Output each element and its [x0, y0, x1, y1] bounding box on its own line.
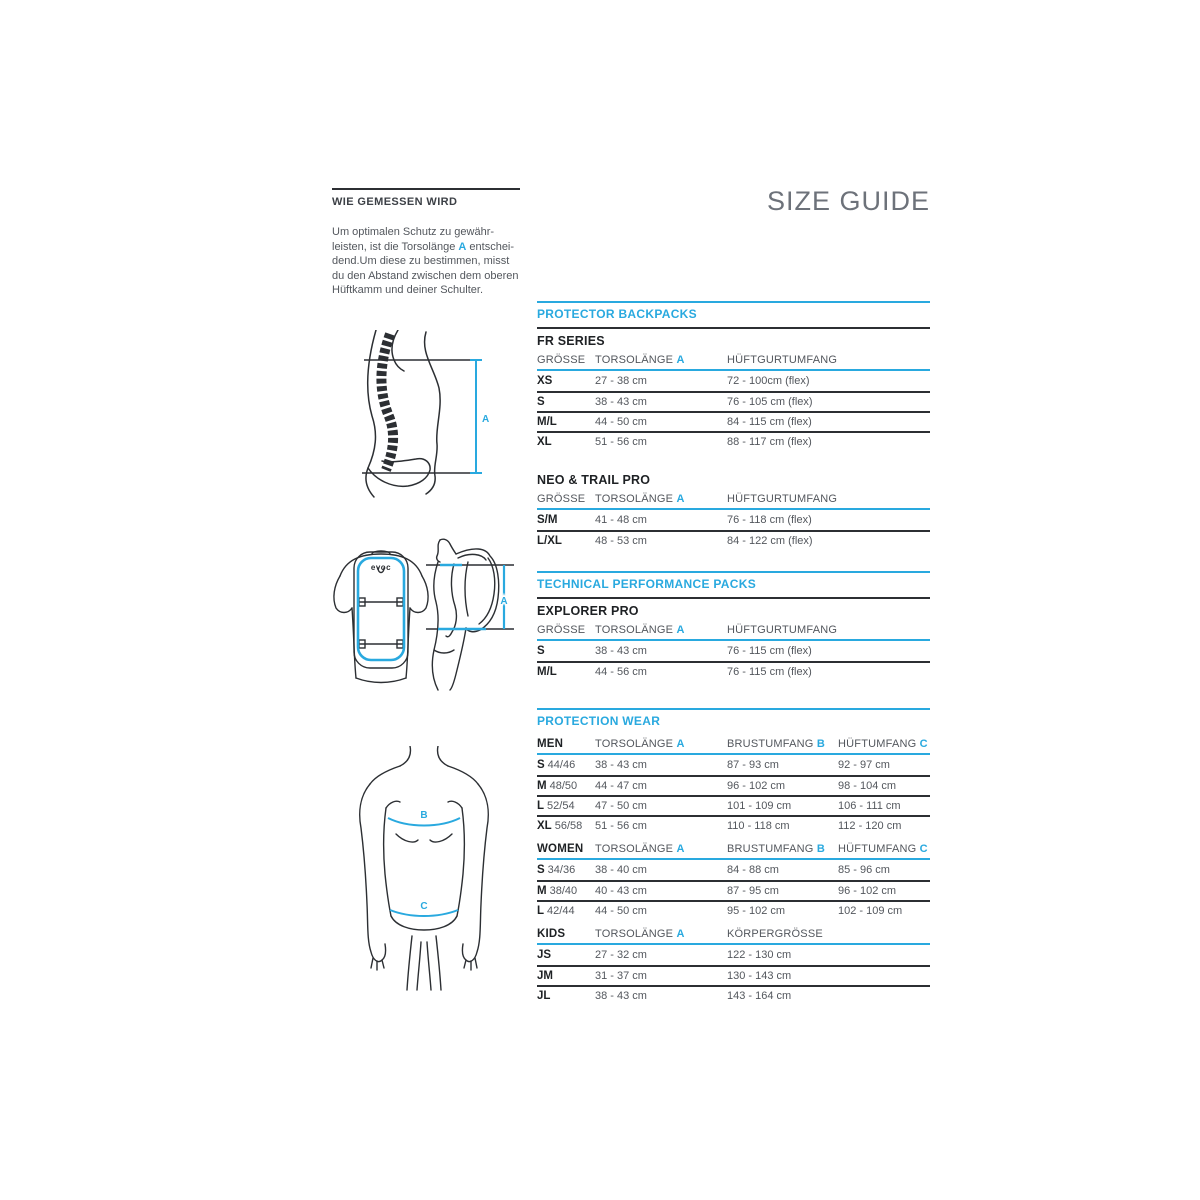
measure-text	[332, 225, 520, 298]
size-number: 42/44	[547, 905, 575, 917]
cell-size: XL	[537, 436, 552, 448]
table-title-fr-series: FR SERIES	[537, 334, 605, 348]
col-header-chest	[727, 738, 838, 750]
text-line: dend.Um diese zu bestimmen, misst	[332, 255, 510, 267]
col-header-text: TORSOLÄNGE	[595, 354, 674, 366]
cell-size: M/L	[537, 416, 557, 428]
cell-size: M/L	[537, 666, 557, 678]
mark-a: A	[676, 493, 685, 505]
size-letter: XL	[537, 820, 552, 832]
cell-torso: 27 - 38 cm	[595, 375, 647, 387]
cell-torso: 47 - 50 cm	[595, 800, 647, 812]
cell-size: JL	[537, 990, 551, 1002]
cell-size: JS	[537, 949, 552, 961]
table-row	[537, 880, 930, 900]
size-number: 56/58	[554, 820, 583, 832]
col-header-torso	[595, 354, 727, 366]
cell-size: XS	[537, 375, 553, 387]
spine-icon	[381, 334, 393, 470]
spine-torso-measure-illustration	[340, 330, 500, 500]
section-protection-wear	[537, 708, 930, 1005]
cell-torso: 48 - 53 cm	[595, 535, 647, 547]
mark-a: A	[676, 624, 685, 636]
table-row	[537, 945, 930, 965]
section-heading: PROTECTOR BACKPACKS	[537, 301, 930, 321]
section-heading: PROTECTION WEAR	[537, 708, 930, 728]
cell-size	[537, 800, 595, 812]
cell-torso: 38 - 43 cm	[595, 990, 647, 1002]
section-protector-backpacks	[537, 301, 930, 550]
cell-chest: 101 - 109 cm	[727, 800, 792, 812]
col-header-text: TORSOLÄNGE	[595, 493, 674, 505]
table-header-row	[537, 354, 930, 371]
col-header-text: BRUSTUMFANG	[727, 843, 814, 855]
torso-length-dimension	[470, 360, 482, 473]
col-header-torso	[595, 624, 727, 636]
section-heading: TECHNICAL PERFORMANCE PACKS	[537, 571, 930, 591]
table-row	[537, 900, 930, 920]
table-row	[537, 641, 930, 661]
cell-hip: 106 - 111 cm	[838, 800, 901, 812]
cell-torso: 40 - 43 cm	[595, 885, 647, 897]
cell-hip: 76 - 118 cm (flex)	[727, 514, 812, 526]
cell-torso: 51 - 56 cm	[595, 436, 647, 448]
cell-torso: 44 - 56 cm	[595, 666, 647, 678]
col-header-text: TORSOLÄNGE	[595, 624, 674, 636]
table-row	[537, 431, 930, 451]
cell-size	[537, 864, 595, 876]
table-header-row-women	[537, 843, 930, 860]
table-header-row-kids	[537, 928, 930, 945]
cell-chest: 110 - 118 cm	[727, 820, 790, 832]
cell-hip: 85 - 96 cm	[838, 864, 890, 876]
table-row	[537, 775, 930, 795]
cell-size	[537, 885, 595, 897]
col-header-women: WOMEN	[537, 843, 584, 855]
size-number: 48/50	[549, 780, 578, 792]
cell-size: S/M	[537, 514, 558, 526]
measure-mark-a: A	[458, 240, 467, 253]
spine-figure-label-a: A	[482, 414, 490, 425]
backpack-back-view-illustration	[330, 546, 432, 686]
cell-height: 143 - 164 cm	[727, 990, 792, 1002]
torso-front-measure-illustration	[356, 746, 492, 992]
cell-chest: 95 - 102 cm	[727, 905, 786, 917]
cell-hip: 98 - 104 cm	[838, 780, 897, 792]
table-row	[537, 510, 930, 530]
size-number: 34/36	[547, 864, 576, 876]
cell-hip: 92 - 97 cm	[838, 759, 890, 771]
cell-size	[537, 820, 595, 832]
section-technical-performance-packs	[537, 571, 930, 681]
cell-torso: 41 - 48 cm	[595, 514, 647, 526]
page-title: SIZE GUIDE	[766, 186, 930, 216]
table-header-row-men	[537, 738, 930, 755]
cell-size	[537, 759, 595, 771]
table-row	[537, 530, 930, 550]
cell-chest: 87 - 93 cm	[727, 759, 779, 771]
table-header-row	[537, 493, 930, 510]
col-header-torso	[595, 928, 727, 940]
table-title-explorer-pro: EXPLORER PRO	[537, 604, 639, 618]
mark-a: A	[676, 843, 685, 855]
mark-c: C	[919, 843, 928, 855]
text-line: entschei-	[469, 240, 515, 253]
mark-b: B	[816, 843, 825, 855]
cell-chest: 84 - 88 cm	[727, 864, 779, 876]
cell-hip: 112 - 120 cm	[838, 820, 902, 832]
cell-hip: 96 - 102 cm	[838, 885, 897, 897]
col-header-kids: KIDS	[537, 928, 566, 940]
table-header-row	[537, 624, 930, 641]
divider	[537, 597, 930, 599]
size-letter: S	[537, 759, 545, 771]
cell-hip: 76 - 115 cm (flex)	[727, 645, 812, 657]
col-header-text: TORSOLÄNGE	[595, 928, 674, 940]
table-row	[537, 860, 930, 880]
cell-size: JM	[537, 970, 553, 982]
size-letter: S	[537, 864, 545, 876]
col-header-chest	[727, 843, 838, 855]
cell-torso: 44 - 47 cm	[595, 780, 647, 792]
table-row	[537, 965, 930, 985]
mark-a: A	[676, 354, 685, 366]
cell-torso: 38 - 43 cm	[595, 645, 647, 657]
col-header-text: TORSOLÄNGE	[595, 843, 674, 855]
cell-hip: 102 - 109 cm	[838, 905, 903, 917]
table-title-neo-trail-pro: NEO & TRAIL PRO	[537, 473, 651, 487]
measure-heading: WIE GEMESSEN WIRD	[332, 196, 458, 208]
size-letter: M	[537, 780, 547, 792]
cell-size: L/XL	[537, 535, 562, 547]
cell-torso: 38 - 40 cm	[595, 864, 647, 876]
col-header-size: GRÖSSE	[537, 354, 586, 366]
size-letter: M	[537, 885, 547, 897]
cell-size	[537, 905, 595, 917]
col-header-hip	[838, 843, 930, 855]
table-row	[537, 985, 930, 1005]
cell-torso: 44 - 50 cm	[595, 416, 647, 428]
col-header-text: HÜFTUMFANG	[838, 843, 917, 855]
col-header-size: GRÖSSE	[537, 493, 586, 505]
backpack-figure-label-a: A	[500, 596, 508, 607]
table-row	[537, 661, 930, 681]
table-row	[537, 411, 930, 431]
torso-figure-label-b: B	[420, 810, 428, 821]
col-header-height: KÖRPERGRÖSSE	[727, 928, 823, 940]
col-header-hip: HÜFTGURTUMFANG	[727, 624, 838, 636]
cell-height: 130 - 143 cm	[727, 970, 792, 982]
cell-chest: 87 - 95 cm	[727, 885, 779, 897]
divider	[332, 188, 520, 190]
cell-torso: 27 - 32 cm	[595, 949, 647, 961]
backpack-side-view-illustration	[424, 538, 516, 692]
cell-height: 122 - 130 cm	[727, 949, 792, 961]
cell-chest: 96 - 102 cm	[727, 780, 786, 792]
table-row	[537, 795, 930, 815]
cell-torso: 44 - 50 cm	[595, 905, 647, 917]
table-row	[537, 371, 930, 391]
measure-instructions	[332, 188, 520, 298]
size-letter: L	[537, 800, 545, 812]
text-line: leisten, ist die Torsolänge	[332, 240, 456, 253]
cell-hip: 76 - 115 cm (flex)	[727, 666, 812, 678]
col-header-text: TORSOLÄNGE	[595, 738, 674, 750]
cell-size	[537, 780, 595, 792]
cell-hip: 84 - 122 cm (flex)	[727, 535, 813, 547]
size-number: 38/40	[549, 885, 578, 897]
cell-torso: 31 - 37 cm	[595, 970, 647, 982]
mark-a: A	[676, 738, 685, 750]
torso-figure-label-c: C	[420, 901, 428, 912]
col-header-hip	[838, 738, 930, 750]
col-header-hip: HÜFTGURTUMFANG	[727, 354, 838, 366]
cell-size: S	[537, 396, 545, 408]
mark-a: A	[676, 928, 685, 940]
col-header-text: HÜFTUMFANG	[838, 738, 917, 750]
col-header-hip: HÜFTGURTUMFANG	[727, 493, 838, 505]
cell-hip: 84 - 115 cm (flex)	[727, 416, 812, 428]
cell-torso: 51 - 56 cm	[595, 820, 647, 832]
cell-hip: 88 - 117 cm (flex)	[727, 436, 812, 448]
table-row	[537, 815, 930, 835]
col-header-men: MEN	[537, 738, 564, 750]
text-line: du den Abstand zwischen dem oberen	[332, 269, 519, 282]
cell-torso: 38 - 43 cm	[595, 396, 647, 408]
evoc-logo: evoc	[370, 563, 392, 572]
cell-torso: 38 - 43 cm	[595, 759, 647, 771]
col-header-text: BRUSTUMFANG	[727, 738, 814, 750]
size-number: 52/54	[547, 800, 575, 812]
mark-c: C	[919, 738, 928, 750]
size-letter: L	[537, 905, 545, 917]
cell-hip: 72 - 100cm (flex)	[727, 375, 810, 387]
col-header-torso	[595, 493, 727, 505]
col-header-torso	[595, 738, 727, 750]
col-header-size: GRÖSSE	[537, 624, 586, 636]
table-row	[537, 755, 930, 775]
divider	[537, 327, 930, 329]
text-line: Hüftkamm und deiner Schulter.	[332, 284, 484, 296]
size-number: 44/46	[547, 759, 576, 771]
cell-size: S	[537, 645, 545, 657]
table-row	[537, 391, 930, 411]
mark-b: B	[816, 738, 825, 750]
text-line: Um optimalen Schutz zu gewähr-	[332, 226, 495, 238]
col-header-torso	[595, 843, 727, 855]
cell-hip: 76 - 105 cm (flex)	[727, 396, 813, 408]
